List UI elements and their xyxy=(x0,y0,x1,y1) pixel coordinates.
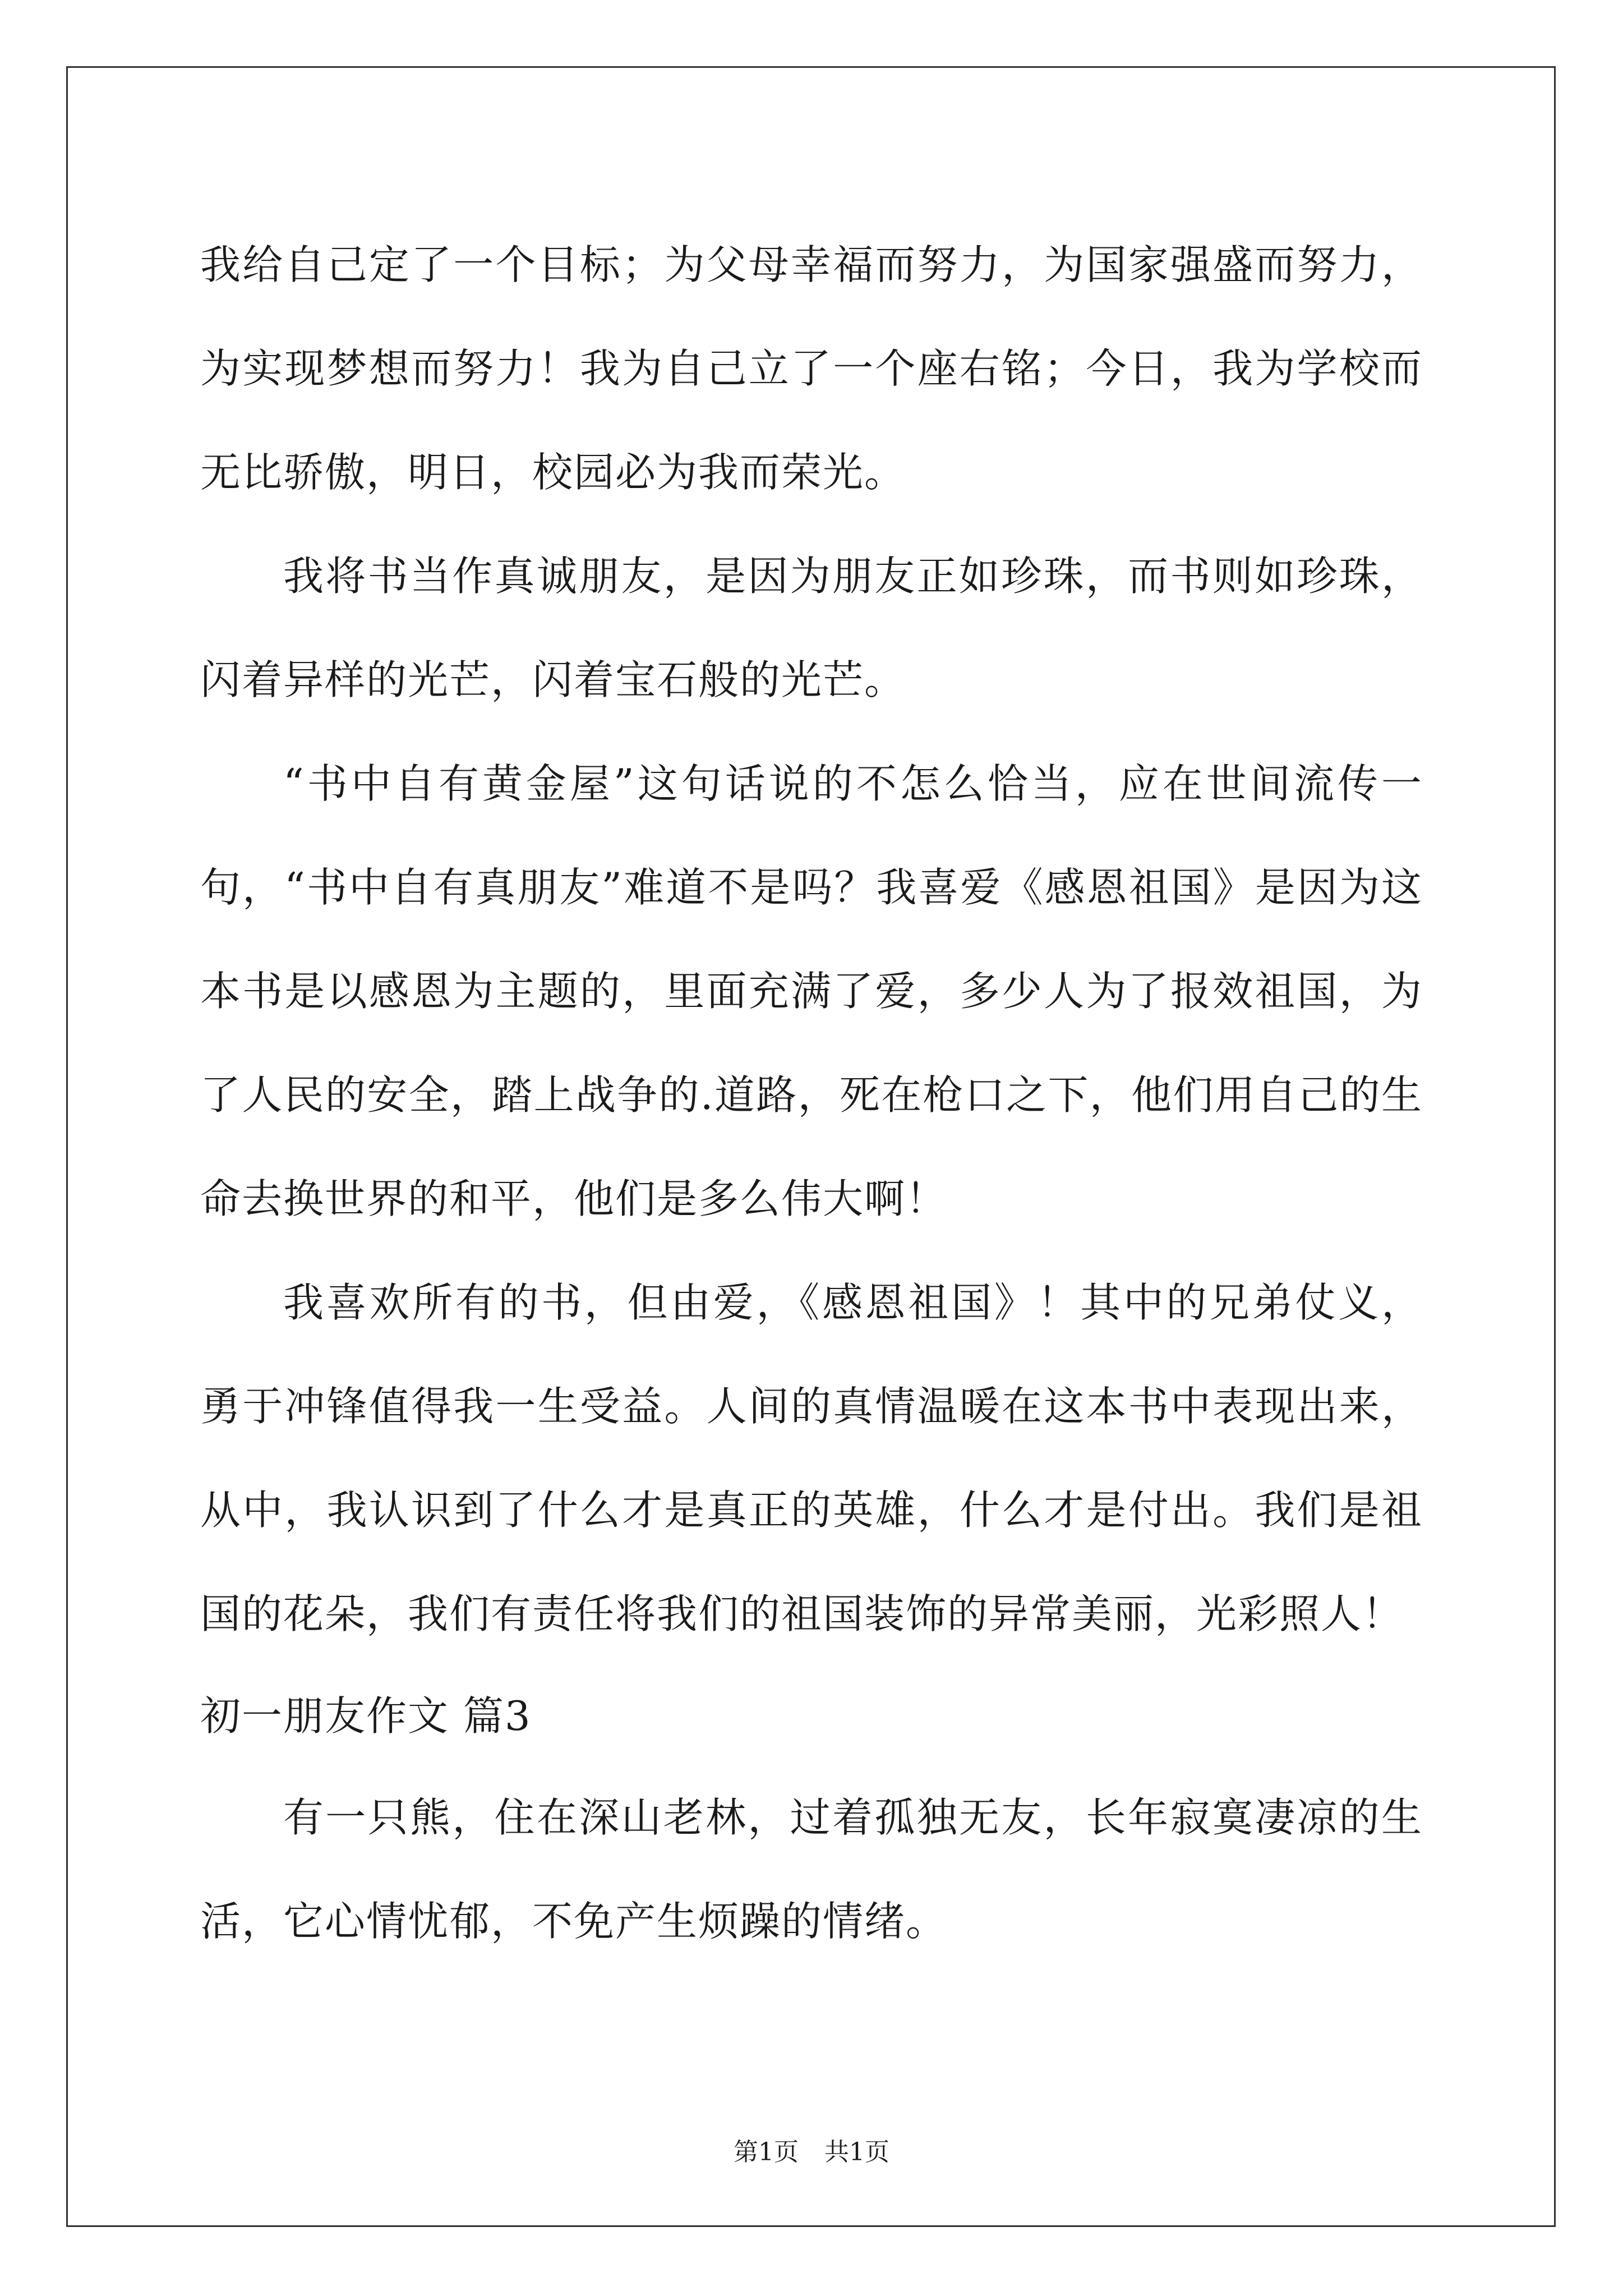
paragraph-5: 有一只熊，住在深山老林，过着孤独无友，长年寂寞凄凉的生活，它心情忧郁，不免产生烦躁的情绪。 xyxy=(200,1794,1423,1945)
paragraph-3: “书中自有黄金屋”这句话说的不怎么恰当，应在世间流传一句，“书中自有真朋友”难道不是吗？我喜爱《感恩祖国》是因为这本书是以感恩为主题的，里面充满了爱，多少人为了报效祖国，为了人民的安全，踏上战争的.道路，死在枪口之下，他们用自己的生命去换世界的和平，他们是多么伟大啊！ xyxy=(200,760,1423,1222)
page-footer xyxy=(0,2132,1623,2168)
paragraph-1: 我给自己定了一个目标；为父母幸福而努力，为国家强盛而努力，为实现梦想而努力！我为自己立了一个座右铭；今日，我为学校而无比骄傲，明日，校园必为我而荣光。 xyxy=(200,241,1423,496)
section-heading: 初一朋友作文 篇3 xyxy=(200,1692,532,1740)
page-number-current: 第1页 xyxy=(734,2138,799,2166)
document-body xyxy=(200,213,1423,1973)
paragraph-4: 我喜欢所有的书，但由爱，《感恩祖国》！其中的兄弟仗义，勇于冲锋值得我一生受益。人间的真情温暖在这本书中表现出来，从中，我认识到了什么才是真正的英雄，什么才是付出。我们是祖国的花朵，我们有责任将我们的祖国装饰的异常美丽，光彩照人！ xyxy=(200,1279,1423,1637)
page-number-total: 共1页 xyxy=(824,2138,889,2166)
paragraph-2: 我将书当作真诚朋友，是因为朋友正如珍珠，而书则如珍珠，闪着异样的光芒，闪着宝石般的光芒。 xyxy=(200,553,1423,703)
